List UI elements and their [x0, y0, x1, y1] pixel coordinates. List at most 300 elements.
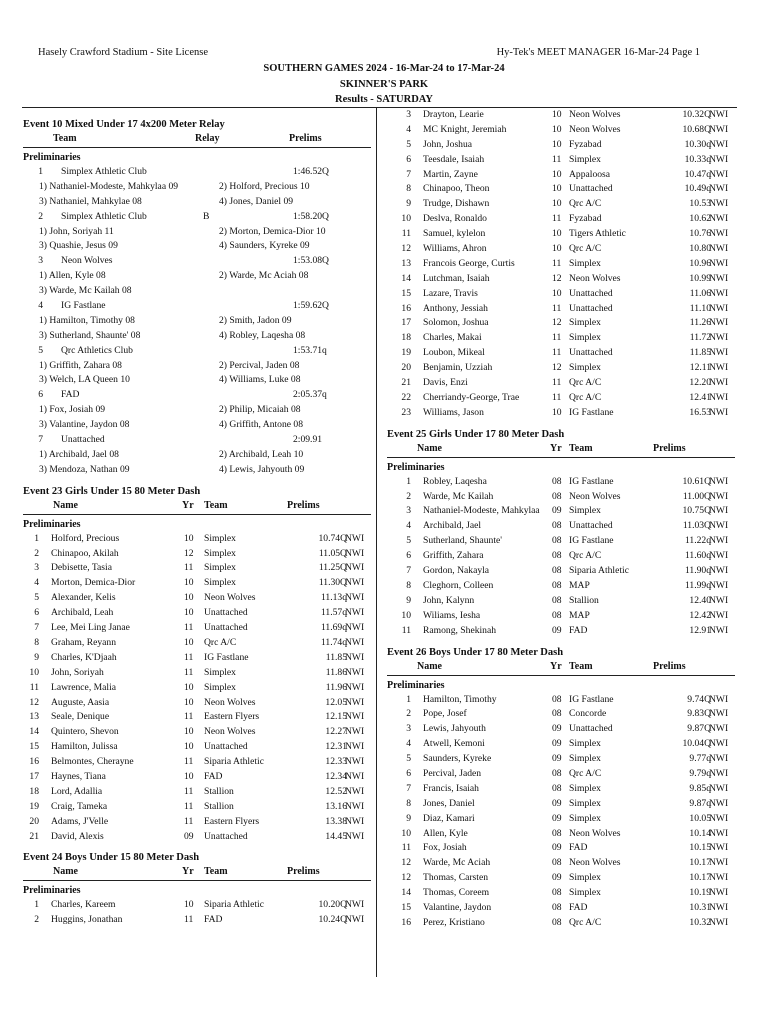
prelim-time: 12.05: [325, 696, 347, 708]
result-row: [23, 666, 371, 681]
place: 3: [406, 505, 411, 517]
result-row: [387, 346, 735, 361]
result-row: [387, 287, 735, 302]
athlete-team: Qrc A/C: [569, 550, 602, 562]
place: 11: [401, 228, 411, 240]
result-row: [23, 913, 371, 928]
result-row: [23, 547, 371, 562]
relay-members-row: [23, 180, 371, 195]
athlete-name: Lazare, Travis: [423, 287, 478, 299]
relay-members-row: [23, 239, 371, 254]
athlete-year: 11: [184, 800, 194, 812]
place: 3: [34, 562, 39, 574]
prelim-time: 11.22q: [684, 535, 711, 547]
athlete-year: 10: [184, 681, 194, 693]
result-row: [23, 830, 371, 845]
header-license: Hasely Crawford Stadium - Site License: [38, 47, 208, 58]
athlete-name: Charles, K'Djaah: [51, 651, 117, 663]
result-row: [387, 797, 735, 812]
athlete-team: Simplex: [569, 317, 601, 329]
athlete-year: 10: [184, 726, 194, 738]
wind-note: NWI: [709, 505, 729, 517]
result-row: [387, 108, 735, 123]
wind-note: NWI: [709, 842, 729, 854]
relay-member: 1) Nathaniel-Modeste, Mahkylaa 09: [39, 180, 179, 192]
prelim-time: 10.49q: [684, 183, 711, 195]
place: 23: [401, 406, 411, 418]
result-row: [387, 841, 735, 856]
athlete-name: Griffith, Zahara: [423, 550, 484, 562]
athlete-team: Stallion: [204, 785, 234, 797]
wind-note: NWI: [709, 767, 729, 779]
relay-club: FAD: [61, 389, 80, 401]
relay-members-row: [23, 225, 371, 240]
relay-place: 5: [38, 344, 43, 356]
relay-member: 1) Allen, Kyle 08: [39, 270, 106, 282]
place: 6: [406, 153, 411, 165]
prelim-time: 11.06: [689, 287, 711, 299]
athlete-team: Neon Wolves: [204, 726, 256, 738]
place: 8: [406, 797, 411, 809]
prelim-time: 14.45: [325, 830, 347, 842]
wind-note: NWI: [709, 272, 729, 284]
wind-note: NWI: [709, 228, 729, 240]
event24-results-part1: [23, 898, 371, 928]
athlete-name: Francis, Isaiah: [423, 782, 479, 794]
result-row: [23, 800, 371, 815]
place: 1: [406, 693, 411, 705]
relay-members-row: [23, 373, 371, 388]
athlete-name: Williams, Ahron: [423, 243, 487, 255]
wind-note: NWI: [345, 592, 365, 604]
place: 4: [406, 520, 411, 532]
event26-column-header: [387, 661, 735, 676]
place: 12: [401, 872, 411, 884]
relay-club: Simplex Athletic Club: [61, 210, 147, 222]
prelim-time: 10.05: [689, 812, 711, 824]
result-row: [387, 490, 735, 505]
relay-member: 4) Williams, Luke 08: [219, 374, 301, 386]
wind-note: NWI: [709, 332, 729, 344]
wind-note: NWI: [709, 901, 729, 913]
result-row: [387, 624, 735, 639]
place: 16: [29, 756, 39, 768]
athlete-year: 10: [184, 607, 194, 619]
athlete-name: Benjamin, Uzziah: [423, 362, 493, 374]
result-row: [23, 636, 371, 651]
athlete-team: Simplex: [569, 153, 601, 165]
result-row: [387, 123, 735, 138]
place: 15: [401, 287, 411, 299]
right-column: [387, 108, 735, 931]
place: 10: [29, 666, 39, 678]
result-row: [387, 316, 735, 331]
prelim-time: 12.41: [689, 391, 711, 403]
wind-note: NWI: [709, 362, 729, 374]
wind-note: NWI: [345, 741, 365, 753]
prelim-time: 10.76: [689, 228, 711, 240]
event24-col-name: Name: [53, 866, 78, 878]
relay-members-row: [23, 269, 371, 284]
athlete-name: John, Soriyah: [51, 666, 104, 678]
result-row: [387, 475, 735, 490]
prelim-time: 11.60q: [684, 550, 711, 562]
athlete-year: 10: [552, 243, 562, 255]
result-row: [387, 197, 735, 212]
athlete-name: Archibald, Leah: [51, 607, 114, 619]
athlete-name: Solomon, Joshua: [423, 317, 489, 329]
relay-club: Neon Wolves: [61, 255, 113, 267]
result-row: [387, 212, 735, 227]
athlete-team: Eastern Flyers: [204, 815, 260, 827]
athlete-name: Charles, Makai: [423, 332, 482, 344]
result-row: [23, 576, 371, 591]
place: 14: [401, 272, 411, 284]
place: 4: [406, 123, 411, 135]
athlete-year: 11: [184, 666, 194, 678]
wind-note: NWI: [709, 287, 729, 299]
wind-note: NWI: [709, 782, 729, 794]
athlete-name: Sutherland, Shaunte': [423, 535, 502, 547]
relay-club: Simplex Athletic Club: [61, 166, 147, 177]
athlete-name: Drayton, Learie: [423, 109, 484, 120]
athlete-year: 08: [552, 767, 562, 779]
prelim-time: 11.00Q: [682, 490, 711, 502]
athlete-team: Simplex: [569, 505, 601, 517]
result-row: [387, 302, 735, 317]
athlete-team: Neon Wolves: [569, 272, 621, 284]
result-row: [23, 606, 371, 621]
athlete-year: 10: [552, 183, 562, 195]
athlete-name: Haynes, Tiana: [51, 770, 106, 782]
prelim-time: 10.99: [689, 272, 711, 284]
athlete-name: Martin, Zayne: [423, 168, 478, 180]
wind-note: NWI: [345, 914, 365, 926]
athlete-name: Debisette, Tasia: [51, 562, 112, 574]
athlete-name: Pope, Josef: [423, 708, 467, 720]
event26-col-name: Name: [417, 660, 442, 672]
athlete-year: 08: [552, 594, 562, 606]
wind-note: NWI: [709, 243, 729, 255]
place: 11: [401, 842, 411, 854]
relay-section-label: Preliminaries: [23, 152, 81, 163]
event24-results-part2: [387, 108, 735, 421]
athlete-team: Neon Wolves: [569, 123, 621, 135]
prelim-time: 10.53: [689, 198, 711, 210]
athlete-team: Unattached: [569, 347, 613, 359]
relay-member: 1) Griffith, Zahara 08: [39, 359, 122, 371]
wind-note: NWI: [709, 565, 729, 577]
prelim-time: 10.24Q: [318, 914, 347, 926]
wind-note: NWI: [345, 651, 365, 663]
relay-team-row: [23, 344, 371, 359]
place: 16: [401, 302, 411, 314]
prelim-time: 10.14: [689, 827, 711, 839]
relay-members-row: [23, 195, 371, 210]
athlete-name: Valantine, Jaydon: [423, 901, 492, 913]
wind-note: NWI: [709, 579, 729, 591]
athlete-name: Jones, Daniel: [423, 797, 475, 809]
place: 7: [406, 565, 411, 577]
wind-note: NWI: [345, 785, 365, 797]
place: 18: [29, 785, 39, 797]
prelim-time: 10.31: [689, 901, 711, 913]
athlete-team: Neon Wolves: [569, 827, 621, 839]
athlete-team: Simplex: [569, 797, 601, 809]
athlete-team: Siparia Athletic: [204, 899, 264, 911]
place: 9: [406, 198, 411, 210]
athlete-team: Simplex: [204, 681, 236, 693]
athlete-year: 12: [552, 362, 562, 374]
athlete-name: Francois George, Curtis: [423, 257, 515, 269]
place: 14: [29, 726, 39, 738]
place: 11: [29, 681, 39, 693]
wind-note: NWI: [345, 577, 365, 589]
wind-note: NWI: [709, 490, 729, 502]
athlete-team: Qrc A/C: [569, 391, 602, 403]
result-row: [23, 710, 371, 725]
athlete-team: IG Fastlane: [204, 651, 249, 663]
relay-time: 1:46.52Q: [293, 166, 329, 177]
athlete-name: Graham, Reyann: [51, 636, 117, 648]
place: 16: [401, 916, 411, 928]
event26-results: [387, 693, 735, 931]
prelim-time: 12.42: [689, 609, 711, 621]
athlete-team: Qrc A/C: [569, 767, 602, 779]
athlete-year: 11: [552, 391, 562, 403]
relay-place: 6: [38, 389, 43, 401]
athlete-year: 11: [184, 914, 194, 926]
athlete-year: 08: [552, 520, 562, 532]
prelim-time: 11.30Q: [318, 577, 347, 589]
relay-members-row: [23, 329, 371, 344]
result-row: [23, 770, 371, 785]
prelim-time: 10.17: [689, 857, 711, 869]
wind-note: NWI: [709, 153, 729, 165]
athlete-name: Craig, Tameka: [51, 800, 108, 812]
athlete-team: Simplex: [569, 257, 601, 269]
event26-title: Event 26 Boys Under 17 80 Meter Dash: [387, 646, 564, 658]
place: 9: [406, 594, 411, 606]
athlete-year: 11: [552, 257, 562, 269]
athlete-year: 11: [184, 785, 194, 797]
athlete-year: 11: [552, 302, 562, 314]
wind-note: NWI: [345, 607, 365, 619]
athlete-team: Unattached: [204, 622, 248, 634]
wind-note: NWI: [345, 666, 365, 678]
prelim-time: 10.74Q: [318, 532, 347, 544]
meet-title: SOUTHERN GAMES 2024 - 16-Mar-24 to 17-Mar-24: [263, 63, 505, 74]
athlete-team: Neon Wolves: [204, 696, 256, 708]
place: 13: [29, 711, 39, 723]
relay-members-row: [23, 314, 371, 329]
athlete-year: 09: [552, 812, 562, 824]
prelim-time: 12.20: [689, 377, 711, 389]
event23-section-label: Preliminaries: [23, 518, 81, 530]
event26-col-yr: Yr: [550, 660, 562, 672]
result-row: [23, 740, 371, 755]
relay-col-prelims: Prelims: [289, 133, 322, 144]
event25-title: Event 25 Girls Under 17 80 Meter Dash: [387, 428, 565, 440]
wind-note: NWI: [709, 693, 729, 705]
result-row: [23, 755, 371, 770]
relay-place: 1: [38, 166, 43, 177]
relay-time: 1:59.62Q: [293, 300, 329, 312]
relay-member: 2) Smith, Jadon 09: [219, 314, 292, 326]
relay-members-row: [23, 418, 371, 433]
prelim-time: 11.86: [325, 666, 347, 678]
athlete-name: Thomas, Coreem: [423, 887, 490, 899]
athlete-year: 10: [552, 123, 562, 135]
athlete-year: 08: [552, 579, 562, 591]
athlete-year: 08: [552, 708, 562, 720]
result-row: [387, 227, 735, 242]
place: 20: [29, 815, 39, 827]
athlete-year: 12: [552, 317, 562, 329]
place: 8: [406, 579, 411, 591]
athlete-year: 10: [184, 592, 194, 604]
relay-members-row: [23, 403, 371, 418]
athlete-year: 10: [552, 138, 562, 150]
wind-note: NWI: [709, 535, 729, 547]
athlete-team: FAD: [204, 770, 223, 782]
wind-note: NWI: [709, 302, 729, 314]
result-row: [387, 242, 735, 257]
place: 14: [401, 887, 411, 899]
relay-members-row: [23, 463, 371, 478]
result-row: [23, 785, 371, 800]
athlete-year: 10: [552, 228, 562, 240]
wind-note: NWI: [345, 681, 365, 693]
athlete-team: Simplex: [569, 362, 601, 374]
athlete-name: John, Joshua: [423, 138, 473, 150]
wind-note: NWI: [345, 830, 365, 842]
athlete-year: 08: [552, 857, 562, 869]
place: 1: [34, 532, 39, 544]
athlete-team: Stallion: [569, 594, 599, 606]
result-row: [387, 707, 735, 722]
athlete-team: IG Fastlane: [569, 475, 614, 487]
event25-col-name: Name: [417, 442, 442, 454]
result-row: [387, 782, 735, 797]
athlete-name: Loubon, Mikeal: [423, 347, 485, 359]
wind-note: NWI: [345, 815, 365, 827]
athlete-name: Morton, Demica-Dior: [51, 577, 136, 589]
athlete-name: Saunders, Kyreke: [423, 753, 492, 765]
place: 13: [401, 257, 411, 269]
athlete-name: Cleghorn, Colleen: [423, 579, 494, 591]
athlete-team: Unattached: [569, 723, 613, 735]
prelim-time: 10.47q: [684, 168, 711, 180]
wind-note: NWI: [709, 109, 729, 120]
relay-column-header: [23, 133, 371, 148]
event26-col-team: Team: [569, 660, 593, 672]
athlete-name: Lewis, Jahyouth: [423, 723, 486, 735]
athlete-year: 09: [552, 872, 562, 884]
result-row: [23, 696, 371, 711]
athlete-team: Unattached: [204, 830, 248, 842]
athlete-name: Robley, Laqesha: [423, 475, 487, 487]
result-row: [387, 827, 735, 842]
place: 5: [406, 138, 411, 150]
prelim-time: 9.77q: [689, 753, 711, 765]
prelim-time: 11.26: [689, 317, 711, 329]
athlete-name: Williams, Jason: [423, 406, 484, 418]
place: 5: [34, 592, 39, 604]
prelim-time: 12.34: [325, 770, 347, 782]
athlete-year: 09: [552, 797, 562, 809]
athlete-year: 09: [552, 738, 562, 750]
prelim-time: 11.72: [689, 332, 711, 344]
event25-section-label: Preliminaries: [387, 461, 445, 473]
athlete-team: FAD: [569, 842, 588, 854]
wind-note: NWI: [709, 168, 729, 180]
athlete-year: 11: [552, 347, 562, 359]
athlete-name: Chinapoo, Akilah: [51, 547, 119, 559]
place: 2: [406, 708, 411, 720]
athlete-year: 08: [552, 827, 562, 839]
event24-column-header: [23, 866, 371, 881]
place: 19: [401, 347, 411, 359]
wind-note: NWI: [709, 827, 729, 839]
place: 21: [29, 830, 39, 842]
place: 2: [34, 547, 39, 559]
relay-event-title: Event 10 Mixed Under 17 4x200 Meter Relay: [23, 119, 225, 130]
athlete-team: Neon Wolves: [569, 109, 621, 120]
athlete-team: FAD: [569, 901, 588, 913]
athlete-team: FAD: [569, 624, 588, 636]
athlete-name: Quintero, Shevon: [51, 726, 119, 738]
prelim-time: 12.52: [325, 785, 347, 797]
result-row: [387, 856, 735, 871]
place: 21: [401, 377, 411, 389]
prelim-time: 11.69q: [320, 622, 347, 634]
relay-club: Qrc Athletics Club: [61, 344, 133, 356]
place: 10: [401, 609, 411, 621]
event24-col-yr: Yr: [182, 866, 194, 878]
prelim-time: 11.96: [325, 681, 347, 693]
result-row: [387, 361, 735, 376]
prelim-time: 10.20Q: [318, 899, 347, 911]
athlete-name: MC Knight, Jeremiah: [423, 123, 507, 135]
result-row: [387, 722, 735, 737]
athlete-year: 08: [552, 916, 562, 928]
athlete-team: Qrc A/C: [569, 243, 602, 255]
prelim-time: 11.99q: [684, 579, 711, 591]
result-row: [23, 561, 371, 576]
athlete-name: Warde, Mc Kailah: [423, 490, 494, 502]
wind-note: NWI: [709, 377, 729, 389]
place: 7: [406, 168, 411, 180]
place: 6: [406, 767, 411, 779]
prelim-time: 10.61Q: [682, 475, 711, 487]
athlete-name: Hamilton, Timothy: [423, 693, 497, 705]
relay-member: 2) Holford, Precious 10: [219, 180, 310, 192]
result-row: [387, 391, 735, 406]
place: 18: [401, 332, 411, 344]
result-row: [387, 594, 735, 609]
prelim-time: 10.30q: [684, 138, 711, 150]
prelim-time: 12.11: [689, 362, 711, 374]
athlete-name: Wiliams, Iesha: [423, 609, 481, 621]
prelim-time: 10.15: [689, 842, 711, 854]
prelim-time: 11.85: [325, 651, 347, 663]
wind-note: NWI: [345, 770, 365, 782]
relay-letter: B: [203, 210, 210, 222]
wind-note: NWI: [709, 123, 729, 135]
prelim-time: 9.85q: [689, 782, 711, 794]
prelim-time: 10.80: [689, 243, 711, 255]
